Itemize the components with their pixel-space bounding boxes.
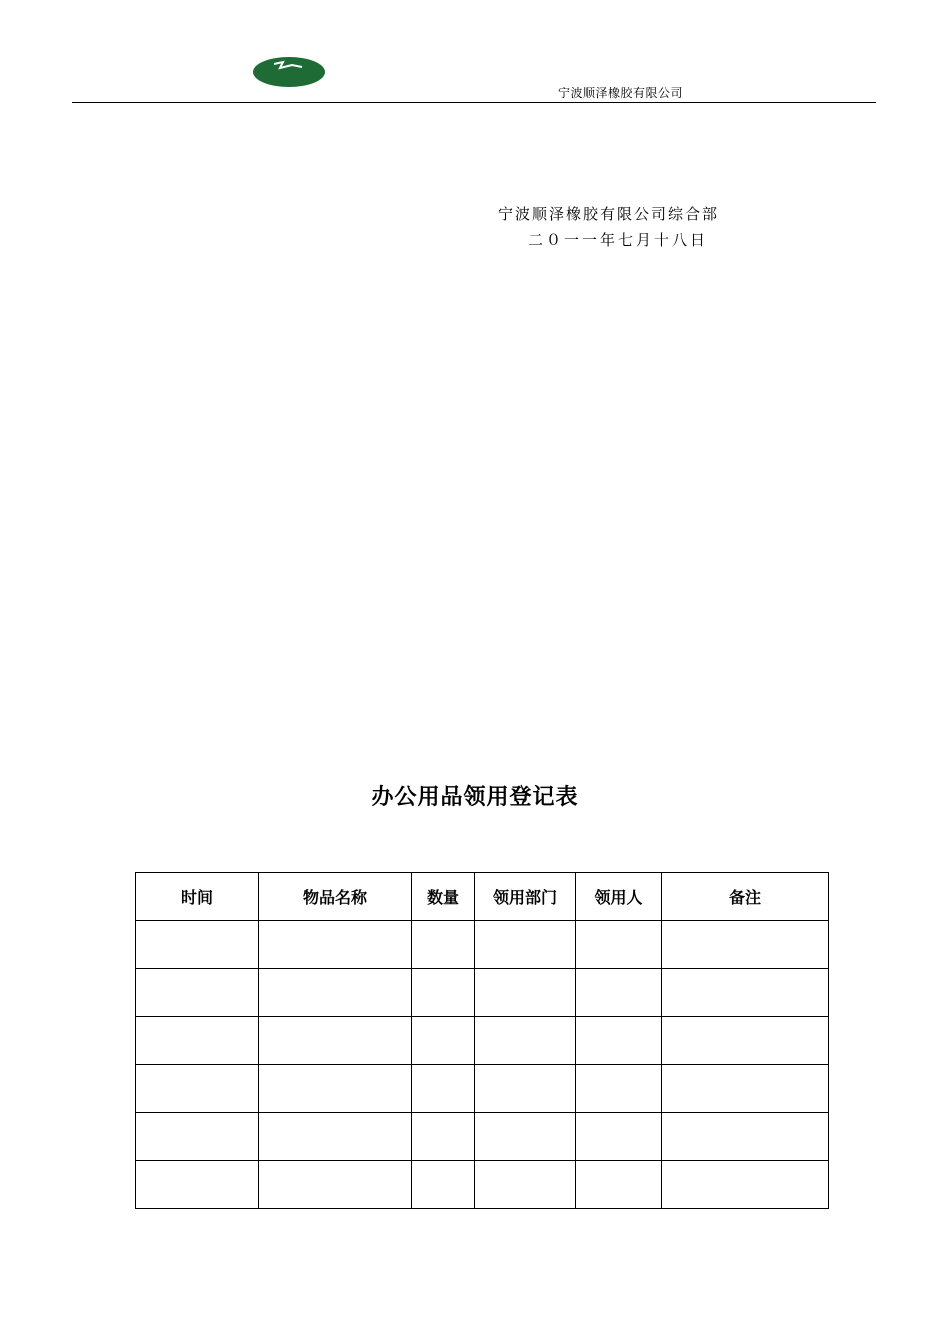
table-cell (662, 1017, 829, 1065)
column-header-time: 时间 (136, 873, 259, 921)
signature-block (498, 201, 719, 253)
logo-emblem-icon (252, 56, 326, 88)
table-cell (576, 1065, 662, 1113)
table-cell (259, 969, 412, 1017)
table-cell (136, 969, 259, 1017)
table-cell (412, 1017, 475, 1065)
table-cell (259, 1017, 412, 1065)
table-cell (412, 1065, 475, 1113)
column-header-quantity: 数量 (412, 873, 475, 921)
signature-department: 宁波顺泽橡胶有限公司综合部 (498, 205, 720, 223)
register-table (135, 872, 829, 1209)
table-cell (412, 969, 475, 1017)
table-cell (136, 1161, 259, 1209)
table-cell (259, 1065, 412, 1113)
column-header-recipient: 领用人 (576, 873, 662, 921)
table-cell (475, 969, 576, 1017)
table-cell (136, 1017, 259, 1065)
table-cell (475, 1113, 576, 1161)
table-cell (576, 1113, 662, 1161)
table-cell (136, 921, 259, 969)
table-cell (412, 1161, 475, 1209)
table-cell (136, 1065, 259, 1113)
table-cell (475, 1161, 576, 1209)
page-header (72, 50, 876, 103)
table-cell (475, 921, 576, 969)
table-row (136, 969, 829, 1017)
table-cell (475, 1017, 576, 1065)
table-cell (259, 921, 412, 969)
table-row (136, 1065, 829, 1113)
table-cell (475, 1065, 576, 1113)
table-row (136, 1017, 829, 1065)
table-header-row (136, 873, 829, 921)
table-cell (662, 1161, 829, 1209)
company-logo (252, 56, 326, 88)
table-row (136, 1161, 829, 1209)
table-cell (412, 921, 475, 969)
column-header-item-name: 物品名称 (259, 873, 412, 921)
form-title: 办公用品领用登记表 (371, 785, 579, 810)
table-cell (662, 1113, 829, 1161)
column-header-department: 领用部门 (475, 873, 576, 921)
table-cell (576, 969, 662, 1017)
signature-date: 二０一一年七月十八日 (528, 231, 709, 249)
header-company-name: 宁波顺泽橡胶有限公司 (558, 86, 684, 100)
table-cell (662, 921, 829, 969)
table-cell (259, 1113, 412, 1161)
table-row (136, 921, 829, 969)
table-cell (662, 969, 829, 1017)
table-cell (576, 1017, 662, 1065)
table-cell (662, 1065, 829, 1113)
table-cell (412, 1113, 475, 1161)
table-cell (576, 921, 662, 969)
column-header-remarks: 备注 (662, 873, 829, 921)
table-cell (576, 1161, 662, 1209)
table-cell (136, 1113, 259, 1161)
table-row (136, 1113, 829, 1161)
table-cell (259, 1161, 412, 1209)
